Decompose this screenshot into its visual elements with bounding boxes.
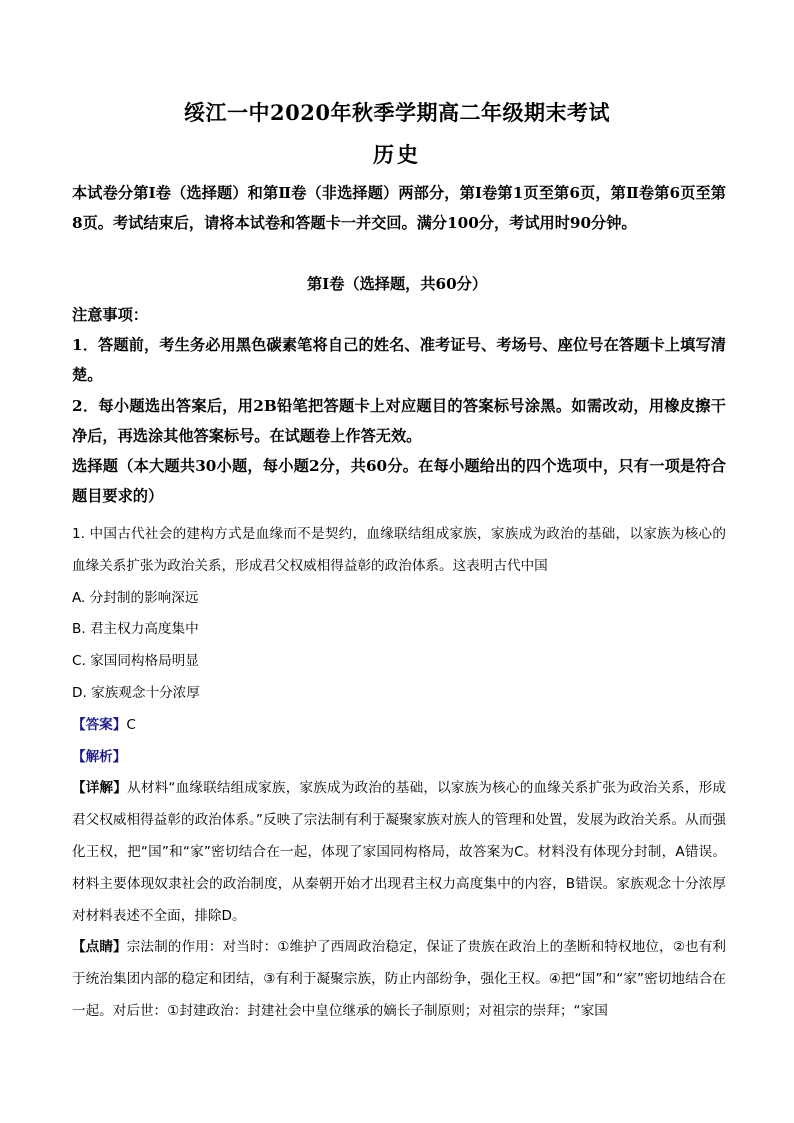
detail-paragraph: [72, 773, 726, 932]
notice-heading: 注意事项：: [72, 306, 148, 324]
intro-paragraph: 本试卷分第Ⅰ卷（选择题）和第Ⅱ卷（非选择题）两部分，第Ⅰ卷第1页至第6页，第Ⅱ卷第6页至第8页。考试结束后，请将本试卷和答题卡一并交回。满分100分，考试用时90分钟。: [72, 184, 726, 233]
option-a: A. 分封制的影响深远: [72, 589, 199, 606]
analysis-line: [72, 742, 726, 774]
detail-text: 从材料“血缘联结组成家族，家族成为政治的基础，以家族为核心的血缘关系扩张为政治关系，形成君父权威相得益彰的政治体系。”反映了宗法制有利于凝聚家族对族人的管理和处置，发展为政治关系。从而强化王权，把“国”和“家”密切结合在一起，体现了家国同构格局，故答案为C。材料没有体现分封制，A错误。材料主要体现奴隶社会的政治制度，从秦朝开始才出现君主权力高度集中的内容，B错误。家族观念十分浓厚对材料表述不全面，排除D。: [72, 780, 726, 924]
question-stem: 1. 中国古代社会的建构方式是血缘而不是契约，血缘联结组成家族，家族成为政治的基础，以家族为核心的血缘关系扩张为政治关系，形成君父权威相得益彰的政治体系。这表明古代中国: [72, 526, 726, 574]
answer-value: C: [126, 716, 136, 733]
section-title: 第Ⅰ卷（选择题，共60分）: [306, 275, 488, 293]
notice-item-2: 2．每小题选出答案后，用2B铅笔把答题卡上对应题目的答案标号涂黑。如需改动，用橡皮擦干净后，再选涂其他答案标号。在试题卷上作答无效。: [72, 396, 726, 445]
option-b: B. 君主权力高度集中: [72, 621, 199, 638]
subject-title: 历史: [373, 142, 421, 167]
exam-title: 绥江一中2020年秋季学期高二年级期末考试: [184, 100, 610, 125]
comment-tag: 【点睛】: [72, 939, 127, 956]
notice-item-1: 1．答题前，考生务必用黑色碳素笔将自己的姓名、准考证号、考场号、座位号在答题卡上填写清楚。: [72, 336, 726, 385]
comment-text: 宗法制的作用：对当时：①维护了西周政治稳定，保证了贵族在政治上的垄断和特权地位，②也有利于统治集团内部的稳定和团结，③有利于凝聚宗族，防止内部纷争，强化王权。④把“国”和“家”密切地结合在一起。对后世：①封建政治：封建社会中皇位继承的嫡长子制原则；对祖宗的崇拜；“家国: [72, 939, 727, 1019]
exam-intro: [72, 178, 726, 238]
option-d: D. 家族观念十分浓厚: [72, 684, 200, 701]
comment-paragraph: [72, 932, 726, 1027]
detail-tag: 【详解】: [72, 780, 128, 797]
answer-line: [72, 710, 726, 742]
choice-intro: 选择题（本大题共30小题，每小题2分，共60分。在每小题给出的四个选项中，只有一项是符合题目要求的）: [72, 457, 726, 506]
answer-tag: 【答案】: [72, 716, 127, 733]
option-c: C. 家国同构格局明显: [72, 653, 199, 670]
question-1: [72, 519, 726, 1028]
analysis-tag: 【解析】: [72, 748, 127, 765]
notice-block: [72, 300, 726, 511]
